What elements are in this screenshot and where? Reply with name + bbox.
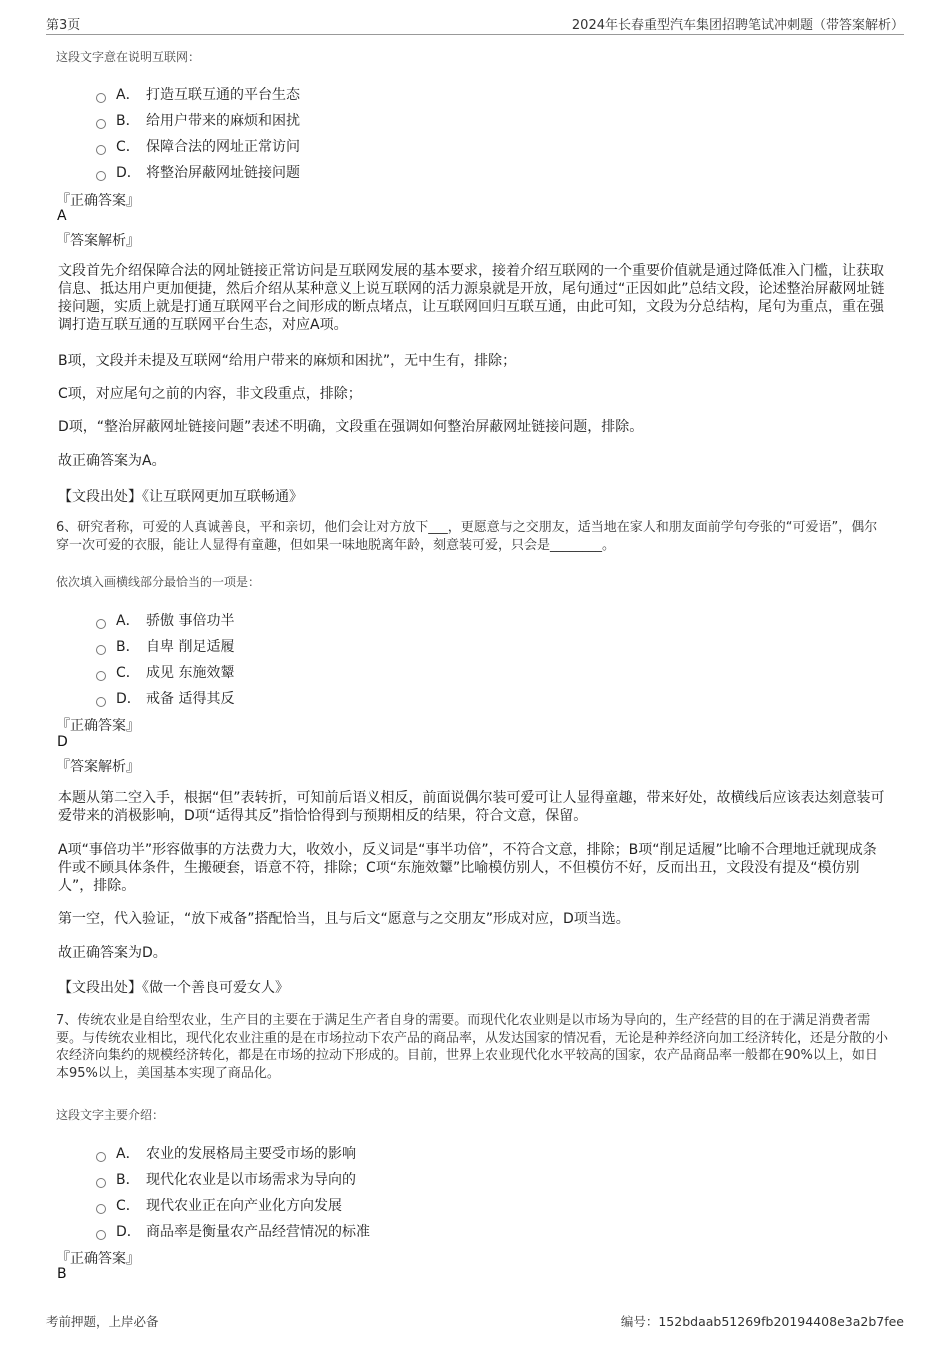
radio-icon[interactable] <box>96 145 106 155</box>
radio-icon[interactable] <box>96 697 106 707</box>
footer-slogan: 考前押题，上岸必备 <box>46 1314 159 1329</box>
q5-option-a[interactable]: A． 打造互联互通的平台生态 <box>96 84 300 104</box>
page-footer <box>46 1312 904 1330</box>
q6-answer: D <box>57 734 68 750</box>
radio-icon[interactable] <box>96 645 106 655</box>
q6-analysis-1: 本题从第二空入手，根据“但”表转折，可知前后语义相反，前面说偶尔装可爱可让人显得童趣，带来好处，故横线后应该表达刻意装可爱带来的消极影响，D项“适得其反”指恰恰得到与预期相反的结果，符合文意，保留。 <box>58 790 885 824</box>
q5-prompt: 这段文字意在说明互联网： <box>56 50 201 64</box>
page-number: 第3页 <box>46 18 81 33</box>
q7-prompt: 这段文字主要介绍： <box>56 1108 165 1122</box>
q6-option-d[interactable]: D． 戒备 适得其反 <box>96 688 234 708</box>
document-title: 2024年长春重型汽车集团招聘笔试冲刺题（带答案解析） <box>571 18 904 33</box>
q6-analysis-3: 第一空，代入验证，“放下戒备”搭配恰当，且与后文“愿意与之交朋友”形成对应，D项当选。 <box>58 911 630 927</box>
q5-option-b[interactable]: B． 给用户带来的麻烦和困扰 <box>96 110 300 130</box>
q5-answer-label: 『正确答案』 <box>56 193 140 209</box>
q6-option-a[interactable]: A． 骄傲 事倍功半 <box>96 610 234 630</box>
q6-prompt: 依次填入画横线部分最恰当的一项是： <box>56 575 261 589</box>
q7-answer: B <box>57 1266 67 1282</box>
q6-option-c[interactable]: C． 成见 东施效颦 <box>96 662 234 682</box>
radio-icon[interactable] <box>96 171 106 181</box>
q7-option-d[interactable]: D． 商品率是衡量农产品经营情况的标准 <box>96 1221 370 1241</box>
q6-analysis-2: A项“事倍功半”形容做事的方法费力大，收效小，反义词是“事半功倍”，不符合文意，排除；B项“削足适履”比喻不合理地迁就现成条件或不顾具体条件，生搬硬套，语意不符，排除；C项“东施效颦”比喻模仿别人，不但模仿不好，反而出丑，文段没有提及“模仿别人”，排除。 <box>58 842 877 894</box>
radio-icon[interactable] <box>96 1204 106 1214</box>
q6-option-b[interactable]: B． 自卑 削足适履 <box>96 636 234 656</box>
q5-source: 【文段出处】《让互联网更加互联畅通》 <box>58 489 303 505</box>
q5-option-c[interactable]: C． 保障合法的网址正常访问 <box>96 136 300 156</box>
q7-option-b[interactable]: B． 现代化农业是以市场需求为导向的 <box>96 1169 356 1189</box>
radio-icon[interactable] <box>96 119 106 129</box>
q6-source: 【文段出处】《做一个善良可爱女人》 <box>58 980 289 996</box>
q5-option-d[interactable]: D． 将整治屏蔽网址链接问题 <box>96 162 300 182</box>
radio-icon[interactable] <box>96 1178 106 1188</box>
q7-answer-label: 『正确答案』 <box>56 1251 140 1267</box>
q5-analysis-2: B项，文段并未提及互联网“给用户带来的麻烦和困扰”，无中生有，排除； <box>58 353 517 369</box>
q5-analysis-3: C项，对应尾句之前的内容，非文段重点，排除； <box>58 386 362 402</box>
radio-icon[interactable] <box>96 1230 106 1240</box>
q5-analysis-4: D项，“整治屏蔽网址链接问题”表述不明确，文段重在强调如何整治屏蔽网址链接问题，排除。 <box>58 419 644 435</box>
q7-option-a[interactable]: A． 农业的发展格局主要受市场的影响 <box>96 1143 356 1163</box>
document-code: 编号：152bdaab51269fb20194408e3a2b7fee <box>620 1314 904 1329</box>
radio-icon[interactable] <box>96 1152 106 1162</box>
q6-stem: 6、研究者称，可爱的人真诚善良，平和亲切，他们会让对方放下___，更愿意与之交朋友，适当地在家人和朋友面前学句夸张的“可爱语”，偶尔穿一次可爱的衣服，能让人显得有童趣，但如果一味地脱离年龄，刻意装可爱，只会是________。 <box>56 520 878 553</box>
q5-answer: A <box>57 208 67 224</box>
q7-option-c[interactable]: C． 现代农业正在向产业化方向发展 <box>96 1195 342 1215</box>
q6-answer-label: 『正确答案』 <box>56 718 140 734</box>
q7-stem: 7、传统农业是自给型农业，生产目的主要在于满足生产者自身的需要。而现代化农业则是以市场为导向的，生产经营的目的在于满足消费者需要。与传统农业相比，现代化农业注重的是在市场拉动下农产品的商品率，从发达国家的情况看，无论是种养经济向加工经济转化，还是分散的小农经济向集约的规模经济转化，都是在市场的拉动下形成的。目前，世界上农业现代化水平较高的国家，农产品商品率一般都在90%以上，如日本95%以上，美国基本实现了商品化。 <box>56 1013 889 1081</box>
page-header <box>46 12 904 35</box>
radio-icon[interactable] <box>96 619 106 629</box>
q5-analysis-5: 故正确答案为A。 <box>58 453 166 469</box>
q6-analysis-4: 故正确答案为D。 <box>58 945 167 961</box>
q5-analysis-1: 文段首先介绍保障合法的网址链接正常访问是互联网发展的基本要求，接着介绍互联网的一个重要价值就是通过降低准入门槛，让获取信息、抵达用户更加便捷，然后介绍从某种意义上说互联网的活力源泉就是开放，尾句通过“正因如此”总结文段，论述整治屏蔽网址链接问题，实质上就是打通互联网平台之间形成的断点堵点，让互联网回归互联互通，由此可知，文段为分总结构，尾句为重点，重在强调打造互联互通的互联网平台生态，对应A项。 <box>58 263 885 333</box>
q5-analysis-label: 『答案解析』 <box>56 233 140 249</box>
radio-icon[interactable] <box>96 671 106 681</box>
radio-icon[interactable] <box>96 93 106 103</box>
q6-analysis-label: 『答案解析』 <box>56 759 140 775</box>
